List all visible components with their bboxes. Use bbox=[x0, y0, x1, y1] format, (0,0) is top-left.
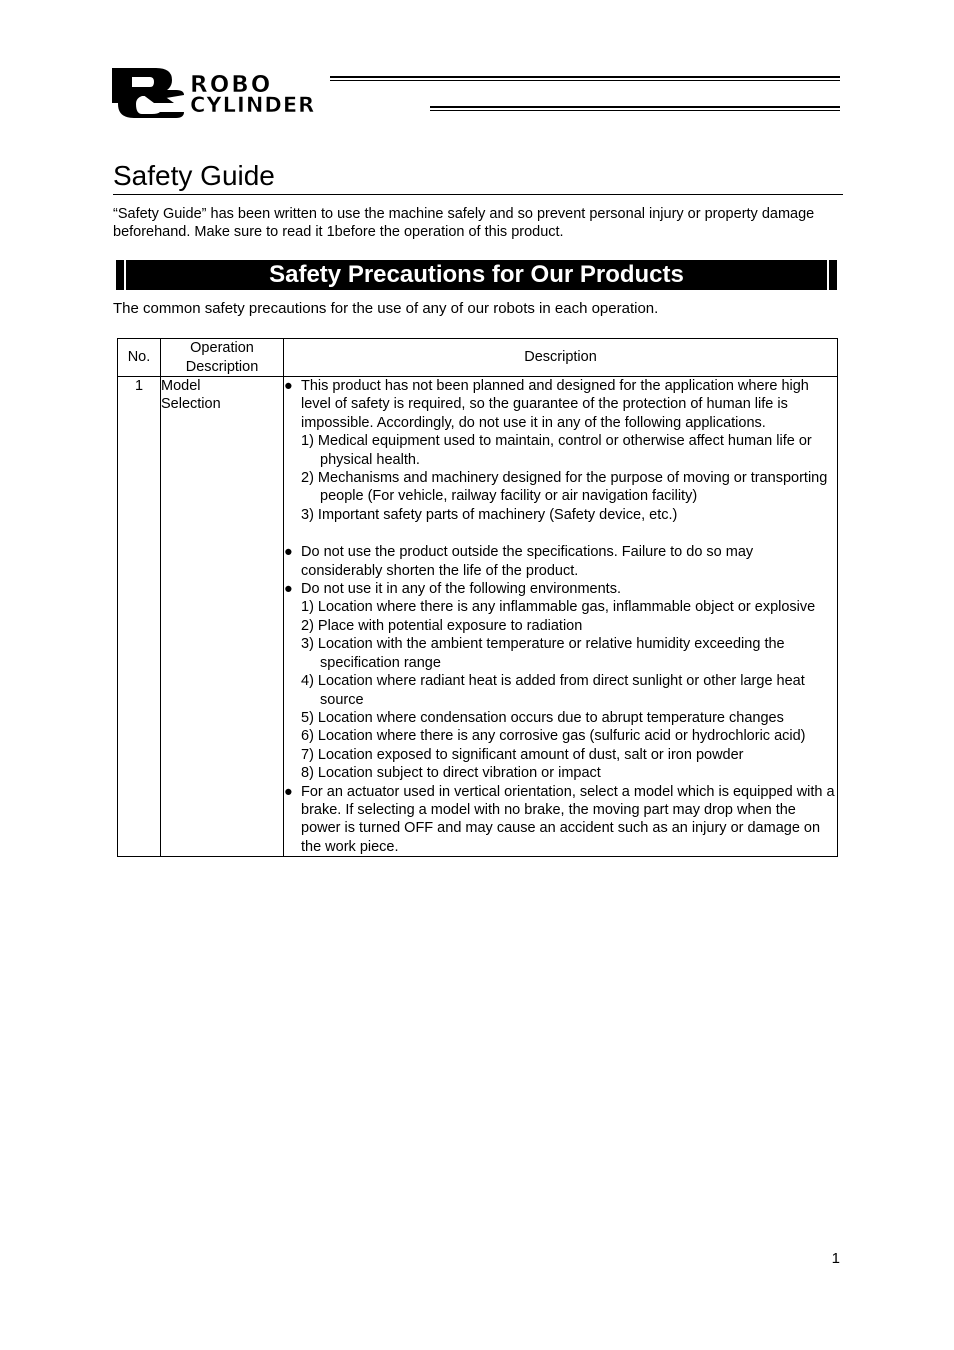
header-rules bbox=[330, 76, 840, 111]
bullet-icon: ● bbox=[284, 378, 293, 394]
bullet-item bbox=[284, 377, 837, 432]
table-row bbox=[118, 377, 838, 857]
bullet-text: For an actuator used in vertical orientation, select a model which is equipped with a brake. If selecting a model with no brake, the moving part may drop when the power is turned OFF and may cause an accident such as an injury or damage on the work piece. bbox=[301, 783, 835, 855]
banner-title: Safety Precautions for Our Products bbox=[269, 261, 684, 288]
list-item: 6) Location where there is any corrosive gas (sulfuric acid or hydrochloric acid) bbox=[301, 728, 806, 745]
list-item: 4) Location where radiant heat is added from direct sunlight or other large heat source bbox=[301, 673, 805, 708]
banner-edge-right bbox=[827, 260, 829, 290]
intro-paragraph: “Safety Guide” has been written to use the machine safely and so prevent personal injury or property damage beforehand. Make sure to read it 1before the operation of this product. bbox=[113, 206, 815, 240]
row-number: 1 bbox=[118, 377, 161, 857]
numbered-list bbox=[284, 432, 837, 524]
safety-precautions-table bbox=[117, 338, 838, 857]
logo-word-cylinder: CYLINDER bbox=[190, 93, 316, 117]
common-precautions-text: The common safety precautions for the use of any of our robots in each operation. bbox=[113, 300, 659, 317]
robo-cylinder-logo bbox=[112, 68, 842, 120]
list-item: 1) Location where there is any inflammable gas, inflammable object or explosive bbox=[301, 599, 816, 616]
table-header-row bbox=[118, 339, 838, 377]
header-description: Description bbox=[284, 339, 838, 377]
bullet-icon: ● bbox=[284, 544, 293, 561]
numbered-list bbox=[284, 598, 837, 782]
row-description bbox=[284, 377, 838, 857]
list-item: 8) Location subject to direct vibration or impact bbox=[301, 765, 601, 782]
logo-word-robo: ROBO bbox=[190, 72, 273, 98]
list-item: 2) Mechanisms and machinery designed for the purpose of moving or transporting people (For vehicle, railway facility or air navigation facility) bbox=[301, 470, 828, 505]
list-item: 5) Location where condensation occurs due to abrupt temperature changes bbox=[301, 709, 784, 726]
banner-edge-left bbox=[124, 260, 126, 290]
bullet-item bbox=[284, 543, 837, 580]
header-operation-description: Operation Description bbox=[161, 339, 284, 377]
list-item: 3) Location with the ambient temperature or relative humidity exceeding the specification range bbox=[301, 636, 785, 671]
list-item: 7) Location exposed to significant amount of dust, salt or iron powder bbox=[301, 746, 744, 763]
bullet-item bbox=[284, 783, 837, 857]
bullet-text: This product has not been planned and designed for the application where high level of safety is required, so the guarantee of the protection of human life is impossible. Accordingly, do not use it in any of the following applications. bbox=[301, 378, 809, 431]
header-no: No. bbox=[118, 339, 161, 377]
list-item: 1) Medical equipment used to maintain, control or otherwise affect human life or physical health. bbox=[301, 433, 812, 468]
bullet-icon: ● bbox=[284, 581, 293, 598]
section-banner bbox=[116, 260, 837, 290]
page-title: Safety Guide bbox=[113, 158, 843, 195]
bullet-icon: ● bbox=[284, 783, 293, 800]
rc-monogram bbox=[112, 68, 184, 118]
bullet-text: Do not use it in any of the following environments. bbox=[301, 581, 621, 598]
spacer bbox=[284, 524, 837, 543]
list-item: 3) Important safety parts of machinery (Safety device, etc.) bbox=[301, 506, 678, 523]
page-number: 1 bbox=[831, 1250, 840, 1267]
list-item: 2) Place with potential exposure to radiation bbox=[301, 617, 583, 634]
bullet-item bbox=[284, 580, 837, 598]
row-operation: Model Selection bbox=[161, 377, 284, 857]
bullet-text: Do not use the product outside the specifications. Failure to do so may considerably shorten the life of the product. bbox=[301, 544, 754, 579]
